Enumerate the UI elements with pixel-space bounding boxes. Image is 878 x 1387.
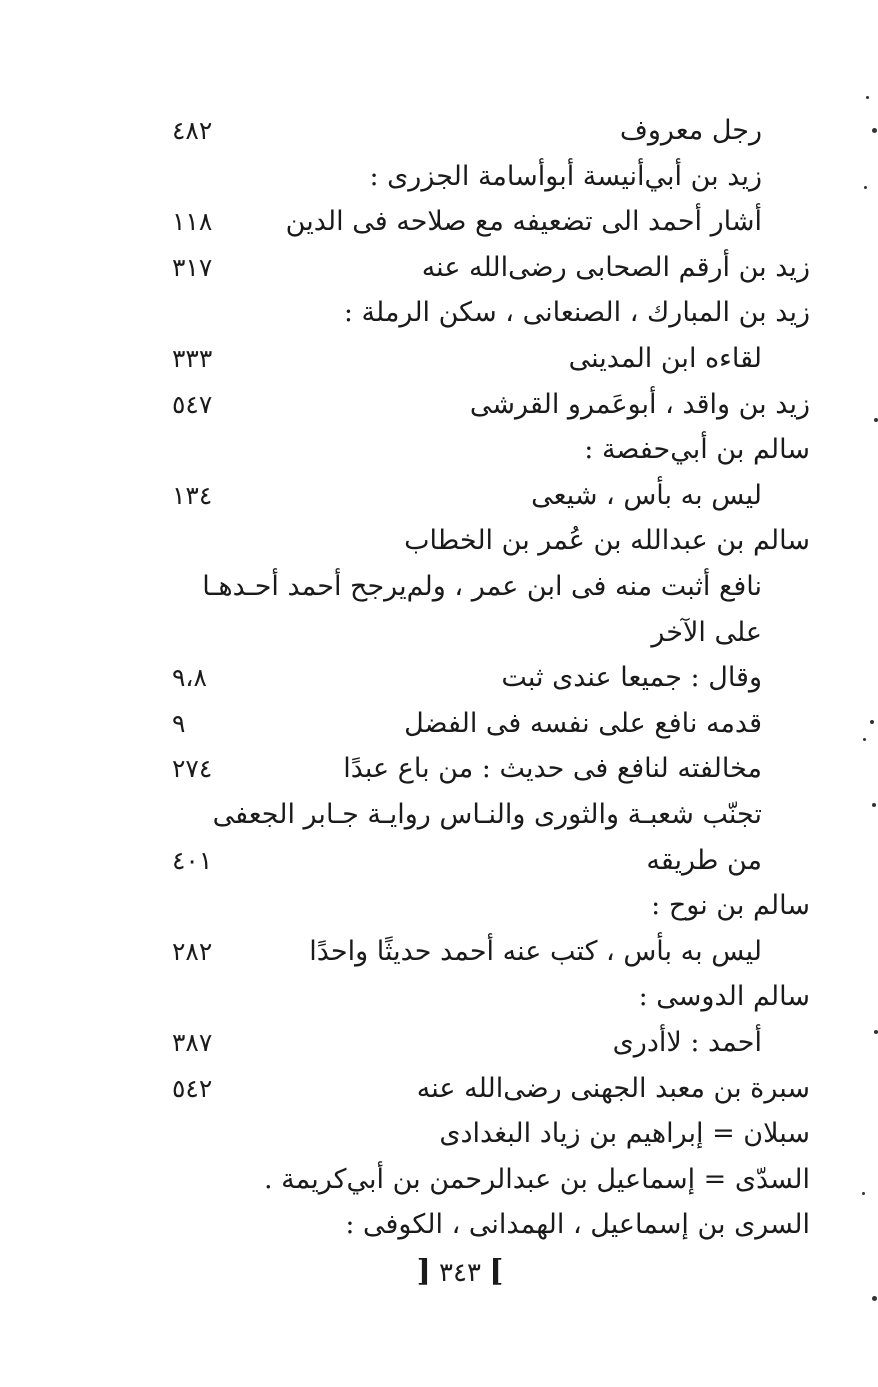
index-entry	[160, 610, 810, 656]
index-entry	[160, 518, 810, 564]
index-entry	[160, 1111, 810, 1157]
entry-text: أشار أحمد الى تضعيفه مع صلاحه فى الدين	[285, 206, 762, 237]
bracket-right: ]	[489, 1254, 504, 1289]
entry-text: لقاءه ابن المدينى	[568, 343, 762, 374]
index-entry	[160, 199, 810, 245]
scan-speck	[862, 1192, 865, 1195]
index-entry	[160, 108, 810, 154]
scan-speck	[872, 128, 877, 133]
entry-text: السرى بن إسماعيل ، الهمدانى ، الكوفى :	[345, 1209, 810, 1240]
scan-speck	[874, 1030, 878, 1034]
entry-text: زيد بن أرقم الصحابى رضى‌الله عنه	[421, 252, 810, 283]
scan-speck	[863, 738, 866, 741]
entry-page-number: ٢٨٢	[172, 937, 213, 966]
scan-speck	[870, 720, 874, 724]
entry-text: زيد بن المبارك ، الصنعانى ، سكن الرملة :	[343, 297, 810, 328]
entry-text: سالم بن عبدالله بن عُمر بن الخطاب	[404, 525, 810, 556]
entry-page-number: ٤٠١	[172, 846, 213, 875]
entry-text: سالم بن أبي‌حفصة :	[584, 434, 810, 465]
entry-text: مخالفته لنافع فى حديث : من باع عبدًا	[343, 753, 762, 784]
index-entry	[160, 1066, 810, 1112]
entry-page-number: ١١٨	[172, 207, 213, 236]
entry-page-number: ٥٤٢	[172, 1074, 213, 1103]
entry-page-number: ٩،٨	[172, 663, 207, 692]
scan-speck	[872, 803, 876, 807]
entry-text: من طريقه	[646, 845, 762, 876]
entry-page-number: ١٣٤	[172, 481, 213, 510]
index-entry	[160, 838, 810, 884]
entry-text: رجل معروف	[619, 115, 762, 146]
scan-speck	[864, 186, 867, 189]
index-entry	[160, 929, 810, 975]
entry-page-number: ٤٨٢	[172, 116, 213, 145]
index-entry	[160, 746, 810, 792]
entry-text: زيد بن أبي‌أنيسة أبوأسامة الجزرى :	[369, 161, 762, 192]
index-entry	[160, 473, 810, 519]
entry-text: قدمه نافع على نفسه فى الفضل	[404, 708, 762, 739]
entry-page-number: ٩	[172, 709, 186, 738]
bracket-left: [	[416, 1254, 431, 1289]
index-entry	[160, 290, 810, 336]
index-entry	[160, 1020, 810, 1066]
index-entry	[160, 792, 810, 838]
index-entry	[160, 701, 810, 747]
entry-text: على الآخر	[651, 617, 762, 648]
entry-text: ليس به بأس ، كتب عنه أحمد حديثًا واحدًا	[309, 936, 762, 967]
index-entry	[160, 245, 810, 291]
index-entry	[160, 974, 810, 1020]
entry-text: أحمد : لاأدرى	[612, 1027, 762, 1058]
index-entry	[160, 564, 810, 610]
index-entry	[160, 655, 810, 701]
index-entry	[160, 427, 810, 473]
index-entry	[160, 382, 810, 428]
entry-text: زيد بن واقد ، أبوعَمرو القرشى	[469, 389, 810, 420]
page-number-footer	[412, 1252, 508, 1292]
page-number: ٣٤٣	[439, 1258, 481, 1288]
entry-text: تجنّب شعبـة والثورى والنـاس روايـة جـابر الجعفى	[212, 799, 762, 830]
index-entry	[160, 883, 810, 929]
scan-speck	[872, 1296, 877, 1301]
entry-page-number: ٥٤٧	[172, 390, 213, 419]
entry-page-number: ٣٣٣	[172, 344, 213, 373]
index-entry	[160, 1202, 810, 1248]
index-entry	[160, 1157, 810, 1203]
entry-text: السدّى = إسماعيل بن عبدالرحمن بن أبي‌كريمة .	[264, 1164, 810, 1195]
index-entry	[160, 154, 810, 200]
entry-text: سالم الدوسى :	[638, 981, 810, 1012]
entry-text: وقال : جميعا عندى ثبت	[501, 662, 762, 693]
scan-speck	[874, 418, 878, 422]
entry-text: نافع أثبت منه فى ابن عمر ، ولم‌يرجح أحمد أحـدهـا	[202, 571, 762, 602]
entry-text: سبرة بن معبد الجهنى رضى‌الله عنه	[416, 1073, 810, 1104]
entry-text: سالم بن نوح :	[651, 890, 810, 921]
entry-text: سبلان = إبراهيم بن زياد البغدادى	[439, 1118, 810, 1149]
entry-page-number: ٣١٧	[172, 253, 213, 282]
entry-page-number: ٢٧٤	[172, 754, 213, 783]
scan-speck	[866, 96, 869, 99]
entry-page-number: ٣٨٧	[172, 1028, 213, 1057]
entry-text: ليس به بأس ، شيعى	[531, 480, 762, 511]
index-entry	[160, 336, 810, 382]
